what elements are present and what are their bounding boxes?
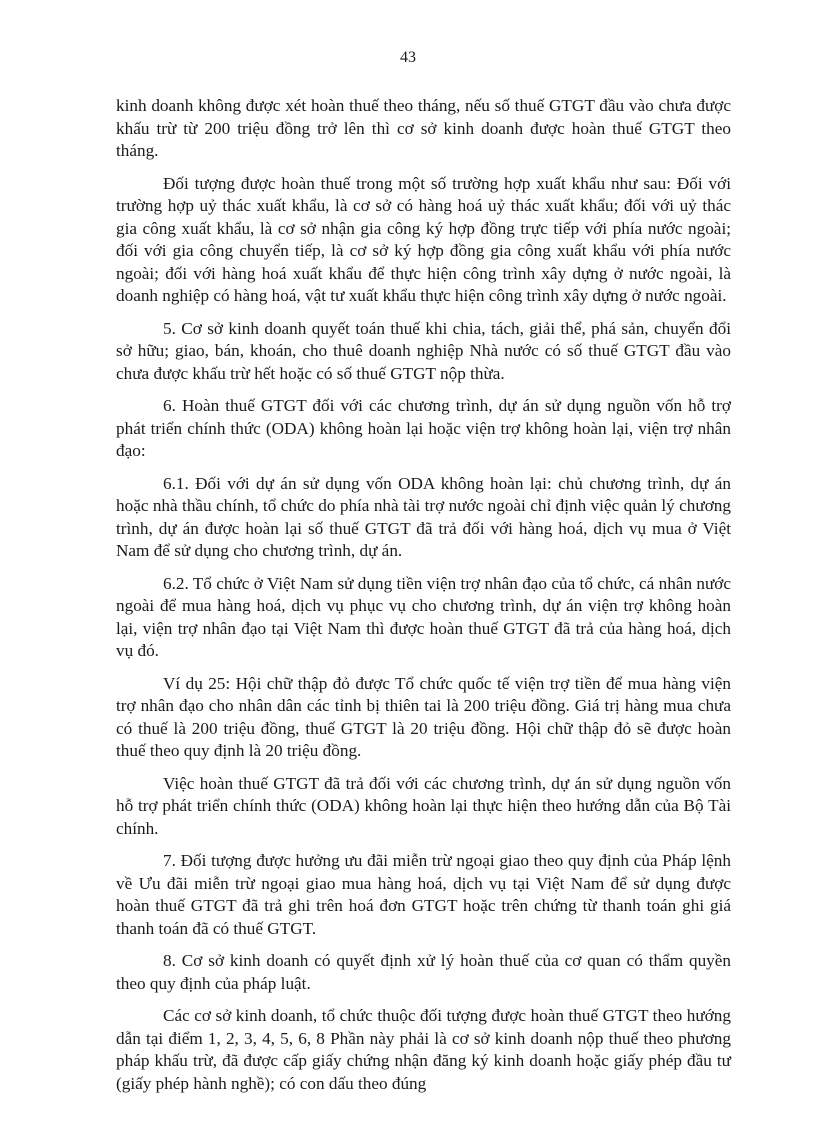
page-body bbox=[116, 95, 731, 1105]
paragraph-item-7: 7. Đối tượng được hưởng ưu đãi miễn trừ ngoại giao theo quy định của Pháp lệnh về Ưu đãi miễn trừ ngoại giao mua hàng hoá, dịch vụ tại Việt Nam để sử dụng được hoàn thuế GTGT đã trả ghi trên hoá đơn GTGT hoặc trên chứng từ thanh toán ghi giá thanh toán đã có thuế GTGT. bbox=[116, 851, 731, 938]
paragraph-oda-refund: Việc hoàn thuế GTGT đã trả đối với các chương trình, dự án sử dụng nguồn vốn hỗ trợ phát triển chính thức (ODA) không hoàn lại thực hiện theo hướng dẫn của Bộ Tài chính. bbox=[116, 773, 731, 838]
paragraph-item-8: 8. Cơ sở kinh doanh có quyết định xử lý hoàn thuế của cơ quan có thẩm quyền theo quy định của pháp luật. bbox=[116, 951, 731, 993]
paragraph-example-25: Ví dụ 25: Hội chữ thập đỏ được Tổ chức quốc tế viện trợ tiền để mua hàng viện trợ nhân đạo cho nhân dân các tỉnh bị thiên tai là 200 triệu đồng. Giá trị hàng mua chưa có thuế là 200 triệu đồng, thuế GTGT là 20 triệu đồng. Hội chữ thập đỏ sẽ được hoàn thuế theo quy định là 20 triệu đồng. bbox=[116, 673, 731, 760]
paragraph-export-refund-subjects: Đối tượng được hoàn thuế trong một số trường hợp xuất khẩu như sau: Đối với trường hợp uỷ thác xuất khẩu, là cơ sở có hàng hoá uỷ thác xuất khẩu; đối với uỷ thác gia công xuất khẩu, là cơ sở nhận gia công ký hợp đồng trực tiếp với phía nước ngoài; đối với gia công chuyển tiếp, là cơ sở ký hợp đồng gia công xuất khẩu với phía nước ngoài; đối với hàng hoá xuất khẩu để thực hiện công trình xây dựng ở nước ngoài, là doanh nghiệp có hàng hoá, vật tư xuất khẩu thực hiện công trình xây dựng ở nước ngoài. bbox=[116, 173, 731, 305]
paragraph-item-5: 5. Cơ sở kinh doanh quyết toán thuế khi chia, tách, giải thể, phá sản, chuyển đổi sở hữu; giao, bán, khoán, cho thuê doanh nghiệp Nhà nước có số thuế GTGT đầu vào chưa được khấu trừ hết hoặc có số thuế GTGT nộp thừa. bbox=[116, 318, 731, 383]
paragraph-item-6: 6. Hoàn thuế GTGT đối với các chương trình, dự án sử dụng nguồn vốn hỗ trợ phát triển chính thức (ODA) không hoàn lại hoặc viện trợ không hoàn lại, viện trợ nhân đạo: bbox=[116, 396, 731, 460]
paragraph-item-6-2: 6.2. Tổ chức ở Việt Nam sử dụng tiền viện trợ nhân đạo của tổ chức, cá nhân nước ngoài để mua hàng hoá, dịch vụ phục vụ cho chương trình, dự án viện trợ không hoàn lại, viện trợ nhân đạo tại Việt Nam thì được hoàn thuế GTGT đã trả của hàng hoá, dịch vụ đó. bbox=[116, 573, 731, 660]
page-number: 43 bbox=[400, 49, 416, 66]
paragraph-requirements: Các cơ sở kinh doanh, tổ chức thuộc đối tượng được hoàn thuế GTGT theo hướng dẫn tại điểm 1, 2, 3, 4, 5, 6, 8 Phần này phải là cơ sở kinh doanh nộp thuế theo phương pháp khấu trừ, đã được cấp giấy chứng nhận đăng ký kinh doanh hoặc giấy phép đầu tư (giấy phép hành nghề); có con dấu theo đúng bbox=[116, 1006, 731, 1093]
paragraph-item-6-1: 6.1. Đối với dự án sử dụng vốn ODA không hoàn lại: chủ chương trình, dự án hoặc nhà thầu chính, tổ chức do phía nhà tài trợ nước ngoài chỉ định việc quản lý chương trình, dự án được hoàn lại số thuế GTGT đã trả đối với hàng hoá, dịch vụ mua ở Việt Nam để sử dụng cho chương trình, dự án. bbox=[116, 473, 731, 560]
paragraph-continuation: kinh doanh không được xét hoàn thuế theo tháng, nếu số thuế GTGT đầu vào chưa được khấu trừ từ 200 triệu đồng trở lên thì cơ sở kinh doanh được hoàn thuế GTGT theo tháng. bbox=[116, 96, 731, 160]
